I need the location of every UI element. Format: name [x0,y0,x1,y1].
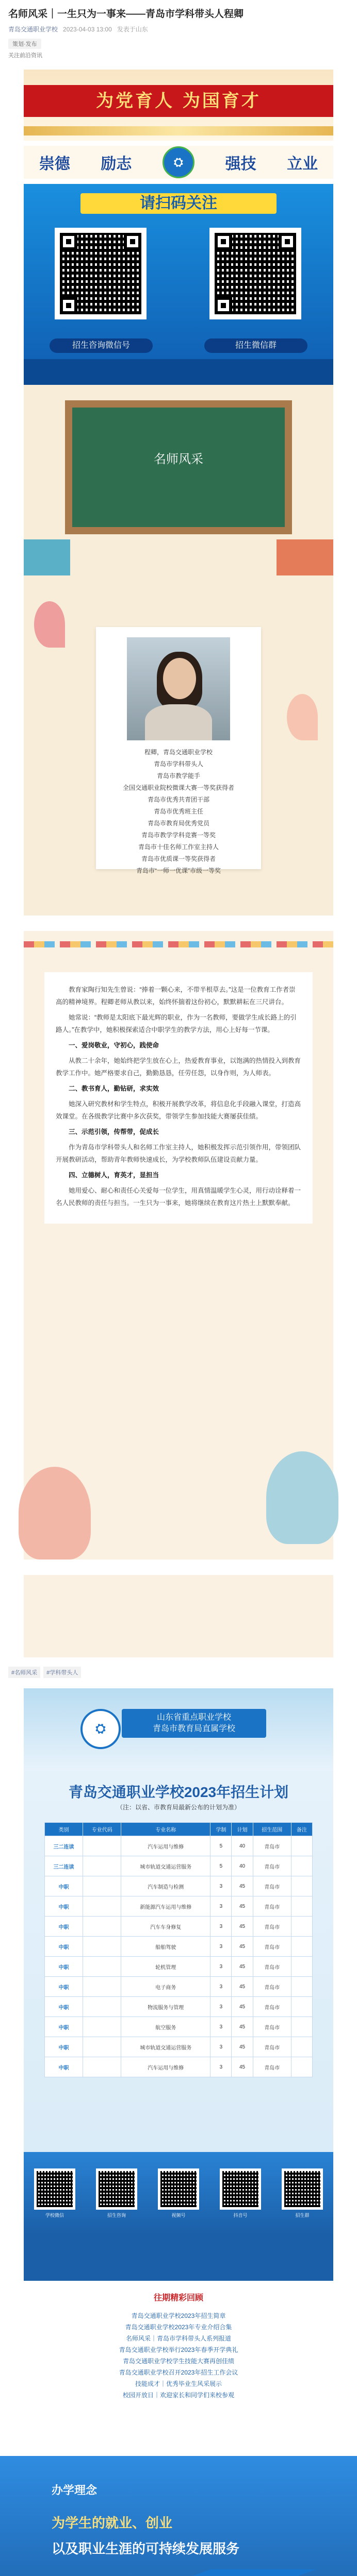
table-row [45,1836,313,1856]
table-cell [83,1977,121,1997]
plan-qr-item[interactable] [158,2168,199,2218]
account-name[interactable]: 青岛交通职业学校 [8,26,58,33]
table-cell: 中职 [45,2017,83,2037]
paragraph: 作为青岛市学科带头人和名师工作室主持人，她积极发挥示范引领作用，带领团队开展教研活动，帮助青年教师快速成长，为学校教师队伍建设贡献力量。 [56,1144,301,1163]
table-cell: 城市轨道交通运营服务 [121,1856,210,1876]
table-cell [291,1856,312,1876]
paragraph: 她深入研究教材和学生特点，积极开展教学改革，将信息化手段融入课堂，打造高效课堂。在各级教学比赛中多次获奖，带领学生参加技能大赛屡获佳绩。 [56,1100,301,1120]
table-cell [291,1997,312,2017]
plan-qr-item[interactable] [282,2168,323,2218]
table-cell: 45 [232,2037,253,2057]
table-row [45,1977,313,1997]
table-cell: 中职 [45,2057,83,2077]
table-cell [83,1896,121,1917]
table-header-cell: 专业名称 [121,1823,210,1836]
tag-chip[interactable]: 策划·发布 [8,39,41,49]
table-row [45,1917,313,1937]
motto-3: 强技 [225,155,256,173]
recommendation-link[interactable]: 青岛交通职业学校学生技能大赛再创佳绩 [122,2358,234,2365]
table-row [45,2037,313,2057]
share-tags [8,1667,349,1678]
flower-decoration [266,1451,338,1544]
hashtag[interactable]: #名师风采 [8,1667,40,1678]
table-cell: 3 [210,2057,232,2077]
table-cell [83,1937,121,1957]
end-decoration [24,1575,333,1657]
table-cell [291,2057,312,2077]
paragraph: 从教二十余年，她始终把学生放在心上，热爱教育事业，以饱满的热情投入到教育教学工作中。她严格要求自己，勤勤恳恳，任劳任怨，以身作则，为人师表。 [56,1057,301,1077]
teacher-bio [96,747,261,877]
table-cell: 汽车运用与维修 [121,1836,210,1856]
recommendations-heading: 往期精彩回顾 [153,2294,203,2302]
table-cell: 青岛市 [253,1977,291,1997]
table-cell: 青岛市 [253,2037,291,2057]
plan-heading: 青岛交通职业学校2023年招生计划 [68,1784,289,1800]
plan-qr-item[interactable] [34,2168,75,2218]
qr-label: 学校微信 [45,2212,64,2218]
table-cell: 45 [232,1876,253,1896]
books-decoration [24,539,70,575]
enrollment-plan [24,1688,333,2281]
table-cell: 5 [210,1836,232,1856]
table-cell [291,1937,312,1957]
qr-right-label: 招生微信群 [204,338,307,353]
table-cell: 3 [210,1896,232,1917]
qr-follow-panel [24,184,333,385]
table-cell: 汽车运用与维修 [121,2057,210,2077]
slogan-text: 为党育人 为国育才 [24,85,333,117]
table-cell [291,1836,312,1856]
qr-label: 招生群 [295,2212,310,2218]
article-meta [8,25,349,33]
bio-line: 青岛市优秀班主任 [153,808,203,815]
section-heading: 三、示范引领，传帮带，促成长 [69,1128,159,1136]
table-cell: 中职 [45,1896,83,1917]
table-cell [291,1876,312,1896]
article-title: 名师风采｜一生只为一事来——青岛市学科带头人程卿 [8,9,244,20]
recommendations-list [24,2310,333,2401]
qr-heading: 请扫码关注 [80,193,277,214]
publish-location: 发表于山东 [117,26,148,33]
table-row [45,1856,313,1876]
table-cell [83,2057,121,2077]
article-header [0,0,357,33]
table-cell: 三二连读 [45,1856,83,1876]
bio-line: 青岛市教学学科竞赛一等奖 [141,832,216,839]
table-cell: 45 [232,1937,253,1957]
table-row [45,1876,313,1896]
table-cell [291,1896,312,1917]
bio-line: 青岛市优质课一等奖获得者 [141,855,216,862]
publish-date: 2023-04-03 13:00 [63,25,112,33]
qr-code-small[interactable] [34,2168,75,2210]
table-row [45,1937,313,1957]
bio-line: 青岛市教学能手 [156,772,200,779]
table-cell: 5 [210,1856,232,1876]
table-cell: 新能源汽车运用与维修 [121,1896,210,1917]
table-cell: 中职 [45,1977,83,1997]
table-cell: 轮机管理 [121,1957,210,1977]
paragraph: 她用爱心、耐心和责任心关爱每一位学生，用真情温暖学生心灵，用行动诠释着一名人民教师的责任与担当。一生只为一事来，她将继续在教育这片热土上默默奉献。 [56,1187,301,1207]
table-cell: 45 [232,1917,253,1937]
board-title: 名师风采 [154,452,203,466]
table-cell: 中职 [45,2037,83,2057]
table-cell: 青岛市 [253,2057,291,2077]
qr-label: 招生咨询 [107,2212,126,2218]
table-cell: 3 [210,1876,232,1896]
recommendation-link[interactable]: 名师风采｜青岛市学科带头人系列报道 [125,2335,231,2342]
table-cell: 45 [232,2017,253,2037]
table-cell: 青岛市 [253,1856,291,1876]
plan-table [44,1822,313,2077]
pennant-decoration [24,941,333,957]
table-header-cell: 类别 [45,1823,83,1836]
table-cell: 45 [232,2057,253,2077]
panel-floor [24,359,333,385]
plan-footer [24,2234,333,2281]
table-cell: 青岛市 [253,1917,291,1937]
paragraph: 她常说：“教师是太阳底下最光辉的职业，作为一名教师，要做学生成长路上的引路人。”在教学中，她积极探索适合中职学生的教学方法，用心上好每一节课。 [56,1014,297,1033]
table-cell: 3 [210,2017,232,2037]
qr-left-label: 招生咨询微信号 [50,338,153,353]
table-row [45,1957,313,1977]
bio-line: 全国交通职业院校微课大赛一等奖获得者 [122,784,234,791]
philosophy-lead: 办学理念 [52,2484,98,2497]
table-cell: 45 [232,1896,253,1917]
table-row [45,1997,313,2017]
table-cell [291,1977,312,1997]
plan-subheading: （注：以省、市教育局最新公布的计划为准） [116,1804,240,1811]
table-cell: 青岛市 [253,2017,291,2037]
philosophy-banner [0,2456,357,2576]
table-cell: 中职 [45,1997,83,2017]
table-cell: 中职 [45,1957,83,1977]
article-body-section [24,931,333,1560]
section-heading: 二、教书育人，勤钻研，求实效 [69,1085,159,1092]
table-cell: 青岛市 [253,1997,291,2017]
table-header-cell: 备注 [291,1823,312,1836]
qr-label: 抖音号 [233,2212,248,2218]
qr-code-right[interactable] [209,228,301,319]
table-cell: 45 [232,1977,253,1997]
teacher-photo-card [96,627,261,874]
table-cell: 物流服务与管理 [121,1997,210,2017]
table-cell: 青岛市 [253,1937,291,1957]
paragraph: 教育家陶行知先生曾说：“捧着一颗心来，不带半根草去。”这是一位教育工作者崇高的精神境界。程卿老师从教以来，始终怀揣着这份初心，默默耕耘在三尺讲台。 [56,986,296,1006]
hashtag[interactable]: #学科带头人 [43,1667,81,1678]
table-cell: 中职 [45,1876,83,1896]
philosophy-line-1: 为学生的就业、创业 [52,2515,173,2531]
qr-code-small[interactable] [96,2168,137,2210]
table-cell [83,2037,121,2057]
recommendation-link[interactable]: 青岛交通职业学校召开2023年招生工作会议 [119,2369,238,2376]
table-header-cell: 计划 [232,1823,253,1836]
table-cell: 航空服务 [121,2017,210,2037]
qr-code-small[interactable] [220,2168,261,2210]
table-cell: 电子商务 [121,1977,210,1997]
table-cell: 3 [210,2037,232,2057]
table-cell [83,1997,121,2017]
books-decoration-right [277,539,333,575]
table-row [45,1896,313,1917]
table-cell: 3 [210,1997,232,2017]
bio-line: 程卿，青岛交通职业学校 [144,749,213,756]
plan-qr-row [24,2152,333,2234]
recommendation-link[interactable]: 青岛交通职业学校2023年招生简章 [131,2312,226,2319]
banner-stripes [0,2569,357,2576]
bio-line: 青岛市“一师一优课”市级一等奖 [136,867,221,874]
teacher-photo [127,637,230,740]
table-cell: 40 [232,1836,253,1856]
subtitle-text: 关注前沿资讯 [8,53,42,59]
motto-1: 崇德 [39,155,70,173]
philosophy-line-2: 以及职业生涯的可持续发展服务 [52,2541,240,2556]
plan-qr-item[interactable] [96,2168,137,2218]
table-cell: 城市轨道交通运营服务 [121,2037,210,2057]
table-cell [291,2017,312,2037]
motto-4: 立业 [287,155,318,173]
section-heading: 一、爱岗敬业，守初心，践使命 [69,1042,159,1049]
table-cell: 汽车车身修复 [121,1917,210,1937]
recommendation-link[interactable]: 青岛交通职业学校2023年专业介绍合集 [125,2324,232,2331]
qr-label: 视频号 [171,2212,186,2218]
table-cell: 3 [210,1937,232,1957]
qr-code-left[interactable] [55,228,147,319]
table-cell: 中职 [45,1917,83,1937]
table-row [45,2017,313,2037]
table-cell [291,1917,312,1937]
school-logo-icon: ⛭ [163,146,194,178]
motto-row [24,146,333,179]
table-cell: 3 [210,1917,232,1937]
motto-2: 励志 [101,155,132,173]
bio-line: 青岛市十佳名师工作室主持人 [138,843,219,851]
table-cell: 三二连读 [45,1836,83,1856]
table-cell: 45 [232,1957,253,1977]
leaf-decoration [287,694,318,740]
table-header-cell: 学制 [210,1823,232,1836]
table-cell: 40 [232,1856,253,1876]
bio-line: 青岛市教育局优秀党员 [147,820,209,827]
table-cell: 3 [210,1957,232,1977]
table-cell: 船舶驾驶 [121,1937,210,1957]
bio-line: 青岛市学科带头人 [153,760,203,768]
recommendation-link[interactable]: 青岛交通职业学校举行2023年春季开学典礼 [119,2346,238,2353]
qr-code-small[interactable] [158,2168,199,2210]
table-cell: 青岛市 [253,1896,291,1917]
table-cell: 中职 [45,1937,83,1957]
bio-line: 青岛市优秀共青团干部 [147,796,209,803]
plan-logo-icon: ⛭ [80,1709,121,1749]
table-cell [83,1876,121,1896]
table-cell: 汽车制造与检测 [121,1876,210,1896]
gold-strip [24,126,333,135]
table-cell [291,2037,312,2057]
plan-qr-item[interactable] [220,2168,261,2218]
table-header-cell: 专业代码 [83,1823,121,1836]
table-cell: 青岛市 [253,1957,291,1977]
teacher-section [24,385,333,916]
table-cell [83,1836,121,1856]
slogan-banner [24,70,333,141]
table-header-cell: 招生范围 [253,1823,291,1836]
article-body [44,972,313,1224]
table-cell: 青岛市 [253,1876,291,1896]
table-cell [83,2017,121,2037]
table-cell: 青岛市 [253,1836,291,1856]
recommendation-link[interactable]: 校园开放日｜欢迎家长和同学们来校参观 [122,2392,234,2399]
table-cell: 45 [232,1997,253,2017]
table-row [45,2057,313,2077]
table-cell [83,1917,121,1937]
plan-school-box [122,1709,266,1738]
recommendation-link[interactable]: 技能成才｜优秀毕业生风采展示 [135,2380,222,2387]
leaf-decoration [34,601,65,648]
table-cell: 3 [210,1977,232,1997]
table-cell [83,1957,121,1977]
recommendations [24,2291,333,2446]
plan-school-line: 青岛市教育局直属学校 [152,1724,235,1733]
chalkboard [65,400,292,534]
table-cell [291,1957,312,1977]
flower-decoration [19,1467,91,1560]
table-cell [83,1856,121,1876]
section-heading: 四、立德树人，育英才，显担当 [69,1172,159,1179]
qr-code-small[interactable] [282,2168,323,2210]
plan-school-line: 山东省重点职业学校 [156,1713,231,1722]
